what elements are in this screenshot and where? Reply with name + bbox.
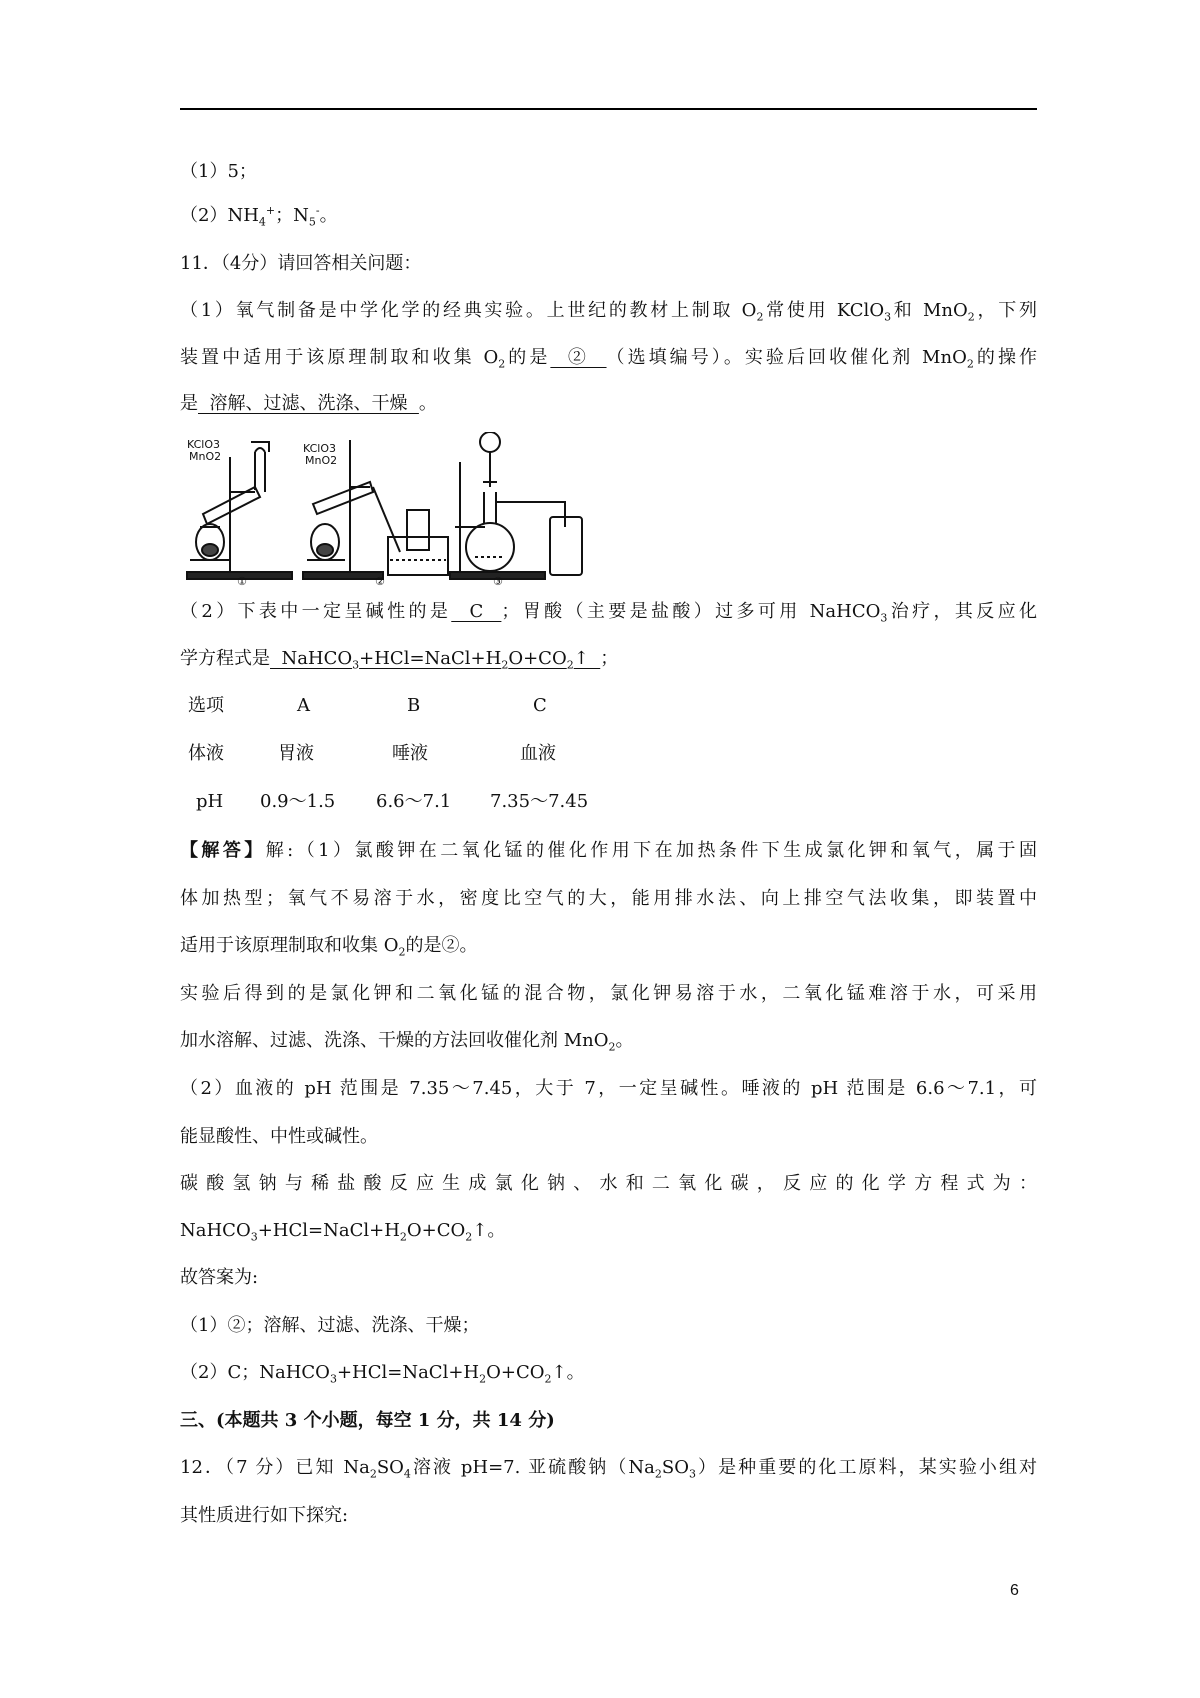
question-11-part1-line1: （1）氧气制备是中学化学的经典实验。上世纪的教材上制取 $O_2$常使用 KClO$_3$和 MnO$_2$，下列	[180, 300, 1037, 324]
figure-label-kclo3-1: KClO3	[187, 438, 221, 451]
solution-line-2: 体加热型；氧气不易溶于水，密度比空气的大，能用排水法、向上排空气法收集，即装置中	[180, 888, 1037, 909]
table-cell: 胃液	[278, 743, 314, 764]
figure-number-2: ②	[375, 575, 385, 587]
question-11-part1-line2: 装置中适用于该原理制取和收集 $O_2$的是 ② （选填编号）。实验后回收催化剂 MnO$_2$的操作	[180, 347, 1037, 371]
apparatus-figure	[185, 432, 610, 587]
solution-line-4: 实验后得到的是氯化钾和二氧化锰的混合物，氯化钾易溶于水，二氧化锰难溶于水，可采用	[180, 983, 1037, 1004]
figure-label-mno2-1: MnO2	[189, 450, 222, 463]
solution-line-8: 碳酸氢钠与稀盐酸反应生成氯化钠、水和二氧化碳，反应的化学方程式为：	[180, 1173, 1037, 1194]
question-12-line1: 12．（7 分）已知 $Na_2SO_4$溶液 pH=7. 亚硫酸钠$(Na_2SO_3)$是种重要的化工原料，某实验小组对	[180, 1457, 1038, 1481]
question-11-part2-line1: （2）下表中一定呈碱性的是 C ；胃酸（主要是盐酸）过多可用 NaHCO$_3$治疗，其反应化	[180, 601, 1037, 625]
question-11-part2-line2: 学方程式是 $NaHCO_3+HCl=NaCl+H_2O+CO_2↑$ ；	[180, 648, 619, 672]
section-3-heading: 三、(本题共 3 个小题，每空 1 分，共 14 分)	[180, 1410, 555, 1431]
table-cell: 血液	[520, 743, 556, 764]
figure-number-3: ③	[493, 575, 503, 587]
question-12-line2: 其性质进行如下探究:	[180, 1505, 349, 1526]
apparatus-3	[450, 432, 582, 579]
table-header-b: B	[407, 695, 421, 716]
page-number: 6	[1010, 1582, 1019, 1599]
table-header-c: C	[533, 695, 547, 716]
final-answer-2: （2）C；$NaHCO_3+HCl=NaCl+H_2O+CO_2↑$。	[180, 1362, 585, 1386]
header-rule	[180, 108, 1037, 110]
solution-line-5: 加水溶解、过滤、洗涤、干燥的方法回收催化剂 MnO$_2$。	[180, 1030, 634, 1054]
figure-label-mno2-2: MnO2	[305, 454, 338, 467]
question-11-title: 11．（4分）请回答相关问题：	[180, 253, 422, 274]
final-answer-1: （1）②；溶解、过滤、洗涤、干燥；	[180, 1315, 480, 1336]
answer-line-2: $(2)NH_4^+$；$N_5^-$。	[180, 204, 338, 229]
solution-line-3: 适用于该原理制取和收集 $O_2$的是②。	[180, 935, 478, 959]
table-header-option: 选项	[188, 695, 224, 716]
solution-line-1: 【解答】解:（1）氯酸钾在二氧化锰的催化作用下在加热条件下生成氯化钾和氧气，属于固	[180, 840, 1037, 861]
figure-number-1: ①	[237, 575, 247, 587]
figure-label-kclo3-2: KClO3	[303, 442, 337, 455]
solution-line-6: （2）血液的 pH 范围是 7.35～7.45，大于 7，一定呈碱性。唾液的 pH 范围是 6.6～7.1，可	[180, 1078, 1037, 1099]
table-cell: 6.6～7.1	[376, 791, 452, 812]
table-cell: 0.9～1.5	[260, 791, 336, 812]
table-cell: 7.35～7.45	[490, 791, 589, 812]
table-cell: 唾液	[392, 743, 428, 764]
table-cell: pH	[196, 791, 224, 812]
table-cell: 体液	[188, 743, 224, 764]
solution-line-7: 能显酸性、中性或碱性。	[180, 1126, 378, 1147]
table-header-a: A	[297, 695, 310, 716]
answer-line-1: （1）5；	[180, 161, 257, 182]
question-11-part1-line3: 是 溶解、过滤、洗涤、干燥 。	[180, 393, 437, 414]
final-answer-label: 故答案为:	[180, 1267, 259, 1288]
solution-line-9: $NaHCO_3+HCl=NaCl+H_2O+CO_2↑$。	[180, 1220, 506, 1244]
